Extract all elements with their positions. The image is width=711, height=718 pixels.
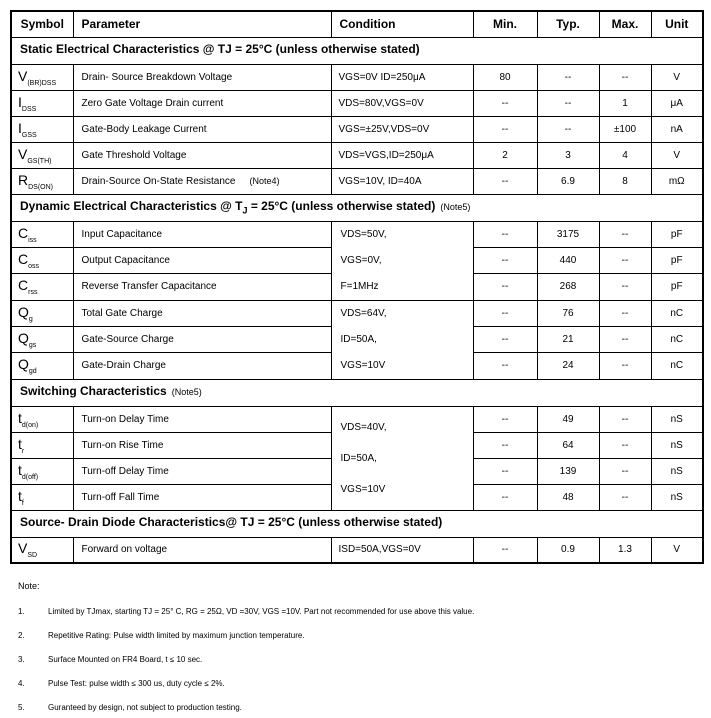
symbol-subscript: g <box>28 315 33 323</box>
min-cell: 80 <box>473 64 537 90</box>
min-cell: -- <box>473 326 537 352</box>
typ-cell: 440 <box>537 247 599 273</box>
section-title: Source- Drain Diode Characteristics@ TJ = 25°C (unless otherwise stated) <box>20 515 443 530</box>
section-title: Static Electrical Characteristics @ TJ = 25°C (unless otherwise stated) <box>20 42 420 57</box>
max-cell: 1 <box>599 90 651 116</box>
table-row <box>11 90 703 116</box>
max-cell: -- <box>599 484 651 510</box>
min-cell: -- <box>473 300 537 326</box>
typ-cell: -- <box>537 116 599 142</box>
note-text: Guranteed by design, not subject to production testing. <box>48 703 242 712</box>
condition-cell: VGS=±25V,VDS=0V <box>331 116 473 142</box>
condition-cell: VDS=80V,VGS=0V <box>331 90 473 116</box>
symbol-subscript: f <box>21 499 24 507</box>
symbol-cell <box>11 458 73 484</box>
min-cell: -- <box>473 432 537 458</box>
typ-cell: 49 <box>537 406 599 432</box>
symbol-base: V <box>18 67 28 84</box>
symbol-subscript: r <box>21 447 25 455</box>
symbol-base: t <box>18 435 22 452</box>
column-header-unit: Unit <box>651 11 703 37</box>
max-cell: -- <box>599 406 651 432</box>
symbol-subscript: oss <box>28 262 40 270</box>
unit-cell: nC <box>651 300 703 326</box>
symbol-subscript: iss <box>28 236 37 244</box>
condition-cell: ISD=50A,VGS=0V <box>331 537 473 563</box>
symbol-subscript: d(off) <box>21 473 39 481</box>
max-cell: 1.3 <box>599 537 651 563</box>
column-header-symbol: Symbol <box>11 11 73 37</box>
symbol-base: t <box>18 487 22 504</box>
typ-cell: -- <box>537 90 599 116</box>
symbol-subscript: GS(TH) <box>27 157 52 165</box>
table-row <box>11 168 703 194</box>
unit-cell: pF <box>651 247 703 273</box>
parameter-cell: Input Capacitance <box>73 221 331 247</box>
section-note: (Note5) <box>171 387 202 398</box>
symbol-base: V <box>18 145 28 162</box>
max-cell: -- <box>599 300 651 326</box>
symbol-cell <box>11 247 73 273</box>
table-row <box>11 300 703 326</box>
min-cell: -- <box>473 484 537 510</box>
typ-cell: 21 <box>537 326 599 352</box>
symbol-subscript: DS(ON) <box>28 183 54 191</box>
section-note: (Note5) <box>440 202 471 213</box>
symbol-cell <box>11 300 73 326</box>
symbol-cell <box>11 484 73 510</box>
symbol-subscript: gd <box>28 368 37 376</box>
parameter-cell: Gate Threshold Voltage <box>73 142 331 168</box>
typ-cell: 48 <box>537 484 599 510</box>
min-cell: -- <box>473 458 537 484</box>
symbol-base: t <box>18 461 22 478</box>
typ-cell: 3175 <box>537 221 599 247</box>
column-header-condition: Condition <box>331 11 473 37</box>
max-cell: ±100 <box>599 116 651 142</box>
column-header-typ: Typ. <box>537 11 599 37</box>
column-header-parameter: Parameter <box>73 11 331 37</box>
condition-cell: VGS=0V ID=250μA <box>331 64 473 90</box>
symbol-cell <box>11 326 73 352</box>
note-item <box>18 655 702 665</box>
column-header-max: Max. <box>599 11 651 37</box>
symbol-base: C <box>18 224 29 241</box>
note-item <box>18 631 702 641</box>
parameter-cell: Zero Gate Voltage Drain current <box>73 90 331 116</box>
symbol-subscript: gs <box>28 341 37 349</box>
section-header-diode <box>11 510 703 537</box>
symbol-cell <box>11 353 73 379</box>
max-cell: -- <box>599 221 651 247</box>
max-cell: -- <box>599 64 651 90</box>
symbol-base: I <box>18 119 22 136</box>
max-cell: -- <box>599 432 651 458</box>
table-row <box>11 406 703 432</box>
section-title: Dynamic Electrical Characteristics @ T <box>20 199 243 214</box>
symbol-subscript: DSS <box>21 105 37 113</box>
max-cell: 4 <box>599 142 651 168</box>
symbol-base: Q <box>18 303 29 320</box>
note-item <box>18 679 702 689</box>
table-row <box>11 537 703 563</box>
parameter-cell: Turn-on Rise Time <box>73 432 331 458</box>
section-header-dynamic: Dynamic Electrical Characteristics @ $T_J = 25^\circ C$ (unless otherwise stated) (Note5) <box>11 194 703 221</box>
symbol-subscript: d(on) <box>21 421 39 429</box>
typ-cell: 76 <box>537 300 599 326</box>
unit-cell: V <box>651 142 703 168</box>
unit-cell: V <box>651 64 703 90</box>
condition-cell-merged: VDS=40V, ID=50A, VGS=10V <box>331 406 473 510</box>
max-cell: 8 <box>599 168 651 194</box>
characteristics-table <box>10 10 704 564</box>
parameter-cell: Turn-on Delay Time <box>73 406 331 432</box>
unit-cell: nC <box>651 326 703 352</box>
min-cell: -- <box>473 406 537 432</box>
symbol-subscript: GSS <box>21 131 37 139</box>
symbol-cell <box>11 168 73 194</box>
min-cell: -- <box>473 247 537 273</box>
min-cell: -- <box>473 537 537 563</box>
parameter-cell: Output Capacitance <box>73 247 331 273</box>
symbol-cell <box>11 537 73 563</box>
typ-cell: 24 <box>537 353 599 379</box>
max-cell: -- <box>599 326 651 352</box>
unit-cell: pF <box>651 274 703 300</box>
parameter-cell: Gate-Source Charge <box>73 326 331 352</box>
note-number: 1. <box>18 607 25 616</box>
note-text: Repetitive Rating: Pulse width limited by maximum junction temperature. <box>48 631 305 640</box>
max-cell: -- <box>599 353 651 379</box>
notes-block <box>10 581 702 713</box>
min-cell: 2 <box>473 142 537 168</box>
symbol-base: Q <box>18 330 29 347</box>
min-cell: -- <box>473 274 537 300</box>
max-cell: -- <box>599 274 651 300</box>
column-header-min: Min. <box>473 11 537 37</box>
symbol-base: C <box>18 277 29 294</box>
min-cell: -- <box>473 221 537 247</box>
symbol-subscript: (BR)DSS <box>27 79 57 87</box>
parameter-cell: Total Gate Charge <box>73 300 331 326</box>
unit-cell: pF <box>651 221 703 247</box>
unit-cell: mΩ <box>651 168 703 194</box>
symbol-cell <box>11 432 73 458</box>
symbol-cell <box>11 221 73 247</box>
typ-cell: 64 <box>537 432 599 458</box>
condition-cell-merged: VDS=64V, ID=50A, VGS=10V <box>331 300 473 379</box>
note-number: 3. <box>18 655 25 664</box>
symbol-base: t <box>18 409 22 426</box>
unit-cell: nS <box>651 432 703 458</box>
symbol-subscript: SD <box>27 552 38 560</box>
table-row <box>11 64 703 90</box>
parameter-cell: Drain- Source Breakdown Voltage <box>73 64 331 90</box>
symbol-base: I <box>18 93 22 110</box>
section-header-switching <box>11 379 703 406</box>
condition-cell: VDS=VGS,ID=250μA <box>331 142 473 168</box>
table-row <box>11 142 703 168</box>
parameter-cell: Turn-off Delay Time <box>73 458 331 484</box>
unit-cell: nA <box>651 116 703 142</box>
table-header-row <box>11 11 703 37</box>
symbol-subscript: rss <box>28 289 38 297</box>
unit-cell: nS <box>651 484 703 510</box>
condition-cell-merged: VDS=50V, VGS=0V, F=1MHz <box>331 221 473 300</box>
typ-cell: 3 <box>537 142 599 168</box>
symbol-cell <box>11 274 73 300</box>
symbol-cell <box>11 90 73 116</box>
note-number: 4. <box>18 679 25 688</box>
unit-cell: nS <box>651 458 703 484</box>
max-cell: -- <box>599 247 651 273</box>
min-cell: -- <box>473 353 537 379</box>
unit-cell: μA <box>651 90 703 116</box>
symbol-base: R <box>18 171 29 188</box>
typ-cell: 268 <box>537 274 599 300</box>
parameter-cell: Gate-Drain Charge <box>73 353 331 379</box>
parameter-cell: Reverse Transfer Capacitance <box>73 274 331 300</box>
typ-cell: 139 <box>537 458 599 484</box>
max-cell: -- <box>599 458 651 484</box>
notes-label: Note: <box>18 581 40 591</box>
parameter-cell: Gate-Body Leakage Current <box>73 116 331 142</box>
condition-cell: VGS=10V, ID=40A <box>331 168 473 194</box>
note-number: 5. <box>18 703 25 712</box>
unit-cell: nC <box>651 353 703 379</box>
symbol-base: C <box>18 251 29 268</box>
parameter-cell: Forward on voltage <box>73 537 331 563</box>
min-cell: -- <box>473 116 537 142</box>
note-text: Pulse Test: pulse width ≤ 300 us, duty cycle ≤ 2%. <box>48 679 225 688</box>
table-row <box>11 116 703 142</box>
symbol-base: Q <box>18 356 29 373</box>
unit-cell: V <box>651 537 703 563</box>
note-item <box>18 607 702 617</box>
note-text: Surface Mounted on FR4 Board, t ≤ 10 sec. <box>48 655 203 664</box>
note-number: 2. <box>18 631 25 640</box>
symbol-cell <box>11 64 73 90</box>
unit-cell: nS <box>651 406 703 432</box>
typ-cell: 0.9 <box>537 537 599 563</box>
symbol-cell <box>11 142 73 168</box>
typ-cell: -- <box>537 64 599 90</box>
parameter-cell: Drain-Source On-State Resistance (Note4) <box>73 168 331 194</box>
min-cell: -- <box>473 90 537 116</box>
typ-cell: 6.9 <box>537 168 599 194</box>
symbol-cell <box>11 406 73 432</box>
table-row <box>11 221 703 247</box>
symbol-cell <box>11 116 73 142</box>
parameter-note: (Note4) <box>249 175 280 186</box>
parameter-cell: Turn-off Fall Time <box>73 484 331 510</box>
section-title: Switching Characteristics <box>20 384 167 399</box>
note-item <box>18 703 702 713</box>
note-text: Limited by TJmax, starting TJ = 25° C, RG = 25Ω, VD =30V, VGS =10V. Part not recommended for use above this value. <box>48 607 475 616</box>
min-cell: -- <box>473 168 537 194</box>
symbol-base: V <box>18 540 28 557</box>
section-header-static <box>11 37 703 64</box>
